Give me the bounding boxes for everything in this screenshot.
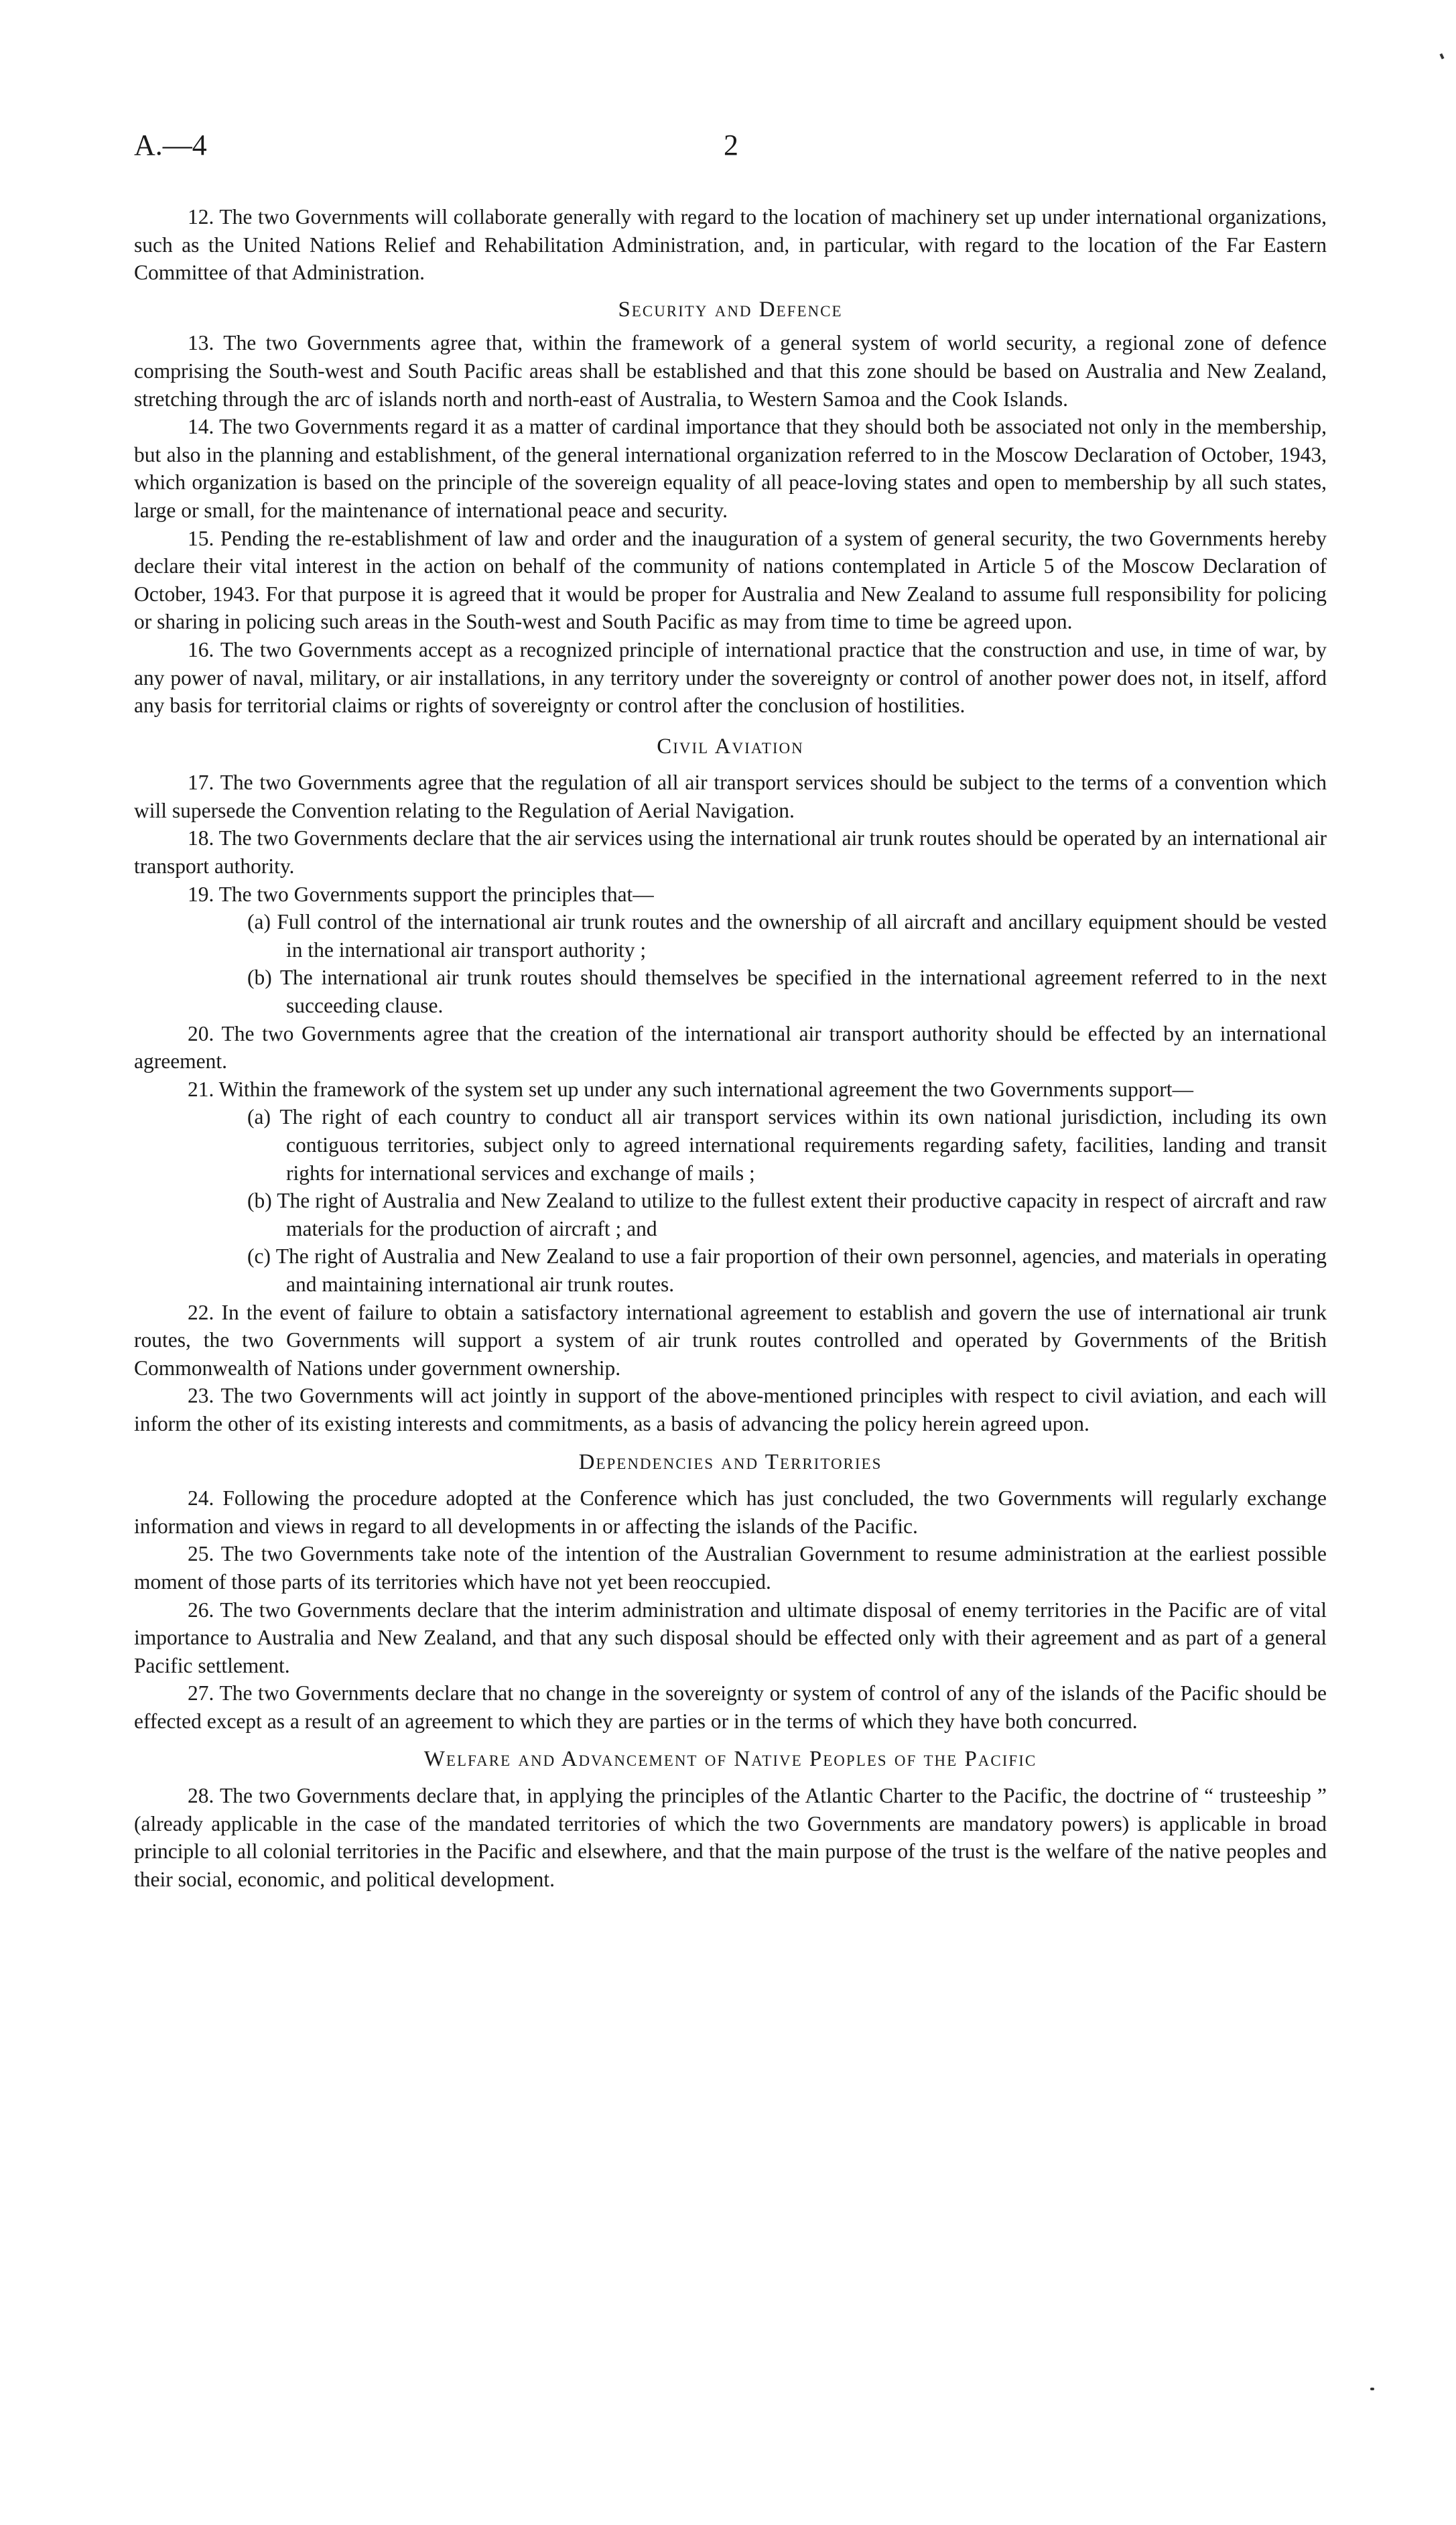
paragraph-21-a: (a) The right of each country to conduct all air transport services within its own national jurisdiction, including its own contiguous territories, subject only to agreed international requirements regarding safety, facilities, landing and transit rights for international services and exchange of mails ; (247, 1105, 1327, 1185)
section-heading-civil-aviation: Civil Aviation (657, 734, 804, 759)
paragraph-23: 23. The two Governments will act jointly in support of the above-mentioned principles with respect to civil aviation, and each will inform the other of its existing interests and commitments, as a basis of advancing the policy herein agreed upon. (134, 1384, 1327, 1435)
paragraph-19: 19. The two Governments support the principles that— (188, 882, 654, 906)
page-number: 2 (724, 129, 738, 161)
paragraph-21-c: (c) The right of Australia and New Zealand to use a fair proportion of their own personnel, agencies, and materials in operating and maintaining international air trunk routes. (247, 1244, 1327, 1296)
paragraph-13: 13. The two Governments agree that, within the framework of a general system of world security, a regional zone of defence comprising the South-west and South Pacific areas shall be established and that this zone should be based on Australia and New Zealand, stretching through the arc of islands north and north-east of Australia, to Western Samoa and the Cook Islands. (134, 331, 1327, 411)
scan-mark (1439, 54, 1444, 60)
paragraph-18: 18. The two Governments declare that the air services using the international air trunk routes should be operated by an international air transport authority. (134, 826, 1327, 879)
paragraph-27: 27. The two Governments declare that no change in the sovereignty or system of control of any of the islands of the Pacific should be effected except as a result of an agreement to which they are parties or in the terms of which they have both concurred. (134, 1681, 1327, 1733)
body-text (134, 203, 1327, 1893)
document-reference: A.—4 (134, 129, 207, 161)
paragraph-15: 15. Pending the re-establishment of law and order and the inauguration of a system of general security, the two Governments hereby declare their vital interest in the action on behalf of the community of nations contemplated in Article 5 of the Moscow Declaration of October, 1943. For that purpose it is agreed that it would be proper for Australia and New Zealand to assume full responsibility for policing or sharing in policing such areas in the South-west and South Pacific as may from time to time be agreed upon. (134, 526, 1327, 634)
scan-mark (1370, 2388, 1374, 2390)
paragraph-25: 25. The two Governments take note of the intention of the Australian Government to resume administration at the earliest possible moment of those parts of its territories which have not yet been reoccupied. (134, 1542, 1327, 1594)
section-heading-security-and-defence: Security and Defence (618, 297, 843, 322)
paragraph-17: 17. The two Governments agree that the regulation of all air transport services should be subject to the terms of a convention which will supersede the Convention relating to the Regulation of Aerial Navigation. (134, 771, 1327, 822)
paragraph-26: 26. The two Governments declare that the interim administration and ultimate disposal of enemy territories in the Pacific are of vital importance to Australia and New Zealand, and that any such disposal should be effected only with their agreement and as part of a general Pacific settlement. (134, 1598, 1327, 1677)
paragraph-19-a: (a) Full control of the international air trunk routes and the ownership of all aircraft and ancillary equipment should be vested in the international air transport authority ; (247, 910, 1327, 962)
paragraph-24: 24. Following the procedure adopted at the Conference which has just concluded, the two Governments will regularly exchange information and views in regard to all developments in or affecting the islands of the Pacific. (134, 1486, 1327, 1538)
paragraph-22: 22. In the event of failure to obtain a satisfactory international agreement to establish and govern the use of international air trunk routes, the two Governments will support a system of air trunk routes controlled and operated by Governments of the British Commonwealth of Nations under government ownership. (134, 1300, 1327, 1380)
section-heading-dependencies-and-territories: Dependencies and Territories (578, 1449, 882, 1474)
paragraph-19-b: (b) The international air trunk routes should themselves be specified in the international agreement referred to in the next succeeding clause. (247, 966, 1327, 1018)
paragraph-16: 16. The two Governments accept as a recognized principle of international practice that the construction and use, in time of war, by any power of naval, military, or air installations, in any territory under the sovereignty or control of another power does not, in itself, afford any basis for territorial claims or rights of sovereignty or control after the conclusion of hostilities. (134, 637, 1327, 718)
paragraph-21-b: (b) The right of Australia and New Zealand to utilize to the fullest extent their productive capacity in respect of aircraft and raw materials for the production of aircraft ; and (247, 1189, 1327, 1240)
paragraph-28: 28. The two Governments declare that, in applying the principles of the Atlantic Charter to the Pacific, the doctrine of “ trusteeship ” (already applicable in the case of the mandated territories of which the two Governments are mandatory powers) is applicable in broad principle to all colonial territories in the Pacific and elsewhere, and that the main purpose of the trust is the welfare of the native peoples and their social, economic, and political development. (134, 1784, 1327, 1891)
section-heading-welfare-native-peoples: Welfare and Advancement of Native Peoples of the Pacific (423, 1747, 1037, 1772)
paragraph-12: 12. The two Governments will collaborate generally with regard to the location of machinery set up under international organizations, such as the United Nations Relief and Rehabilitation Administration, and, in particular, with regard to the location of the Far Eastern Committee of that Administration. (134, 205, 1327, 285)
paragraph-14: 14. The two Governments regard it as a matter of cardinal importance that they should both be associated not only in the membership, but also in the planning and establishment, of the general international organization referred to in the Moscow Declaration of October, 1943, which organization is based on the principle of the sovereign equality of all peace-loving states and open to membership by all such states, large or small, for the maintenance of international peace and security. (134, 415, 1327, 522)
running-head (134, 131, 1327, 172)
paragraph-20: 20. The two Governments agree that the creation of the international air transport authority should be effected by an international agreement. (134, 1021, 1327, 1074)
paragraph-21: 21. Within the framework of the system set up under any such international agreement the two Governments support— (188, 1077, 1194, 1101)
